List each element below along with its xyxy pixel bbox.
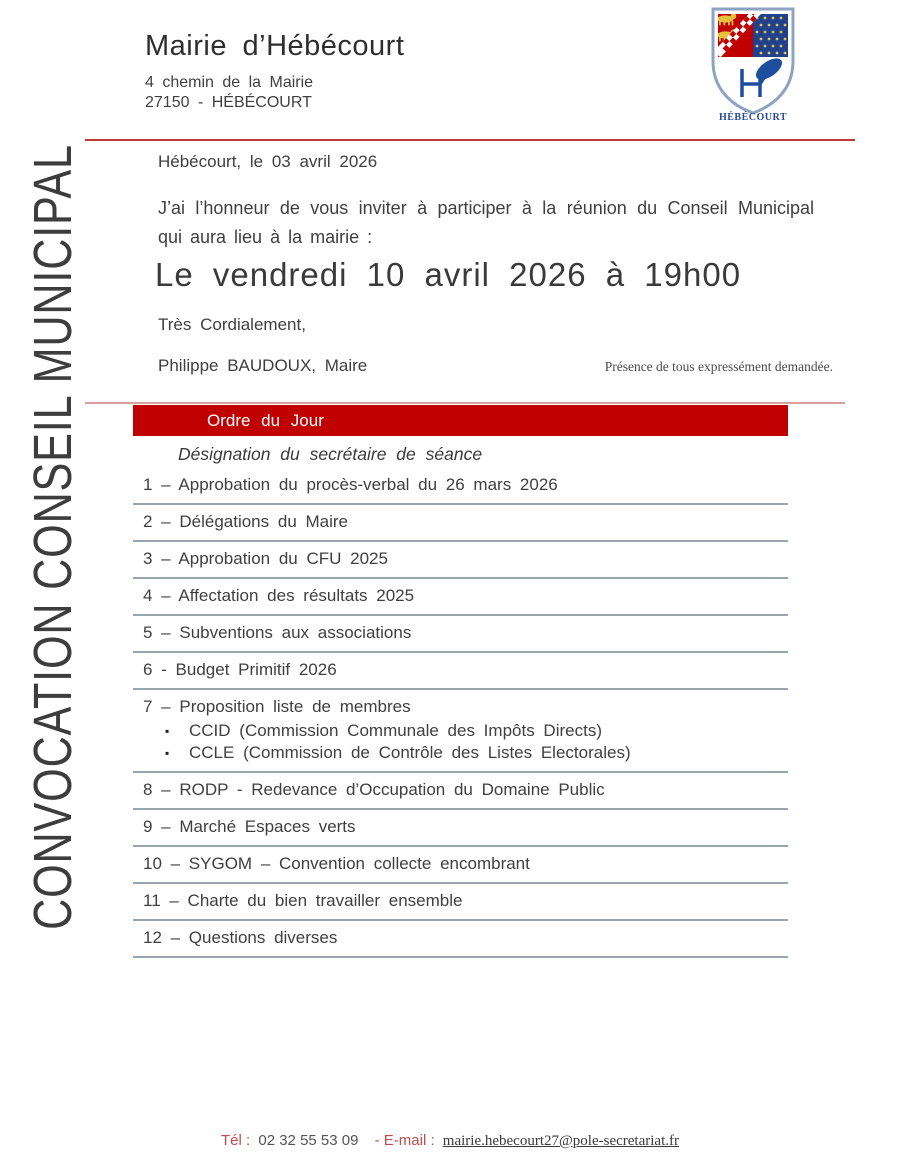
header-divider-rule [85,139,855,141]
agenda-item-label: 12 – Questions diverses [143,928,338,947]
agenda-item-label: 3 – Approbation du CFU 2025 [143,549,388,568]
agenda-item [133,616,788,653]
agenda-item-label: 8 – RODP - Redevance d’Occupation du Domaine Public [143,780,605,799]
agenda-item [133,884,788,921]
agenda-item [133,579,788,616]
agenda-item-label: 4 – Affectation des résultats 2025 [143,586,415,605]
agenda-item-label: 11 – Charte du bien travailler ensemble [143,891,463,910]
email-label: - E-mail : [374,1132,435,1149]
town-hall-address [145,73,404,113]
contact-footer [0,1132,900,1150]
agenda-subitem: ▪ CCID (Commission Communale des Impôts Directs) [165,720,788,742]
agenda-item-label: 2 – Délégations du Maire [143,512,349,531]
letter-intro [158,194,814,252]
hebecourt-coat-of-arms-icon [705,5,801,123]
agenda-item-label: 6 - Budget Primitif 2026 [143,660,337,679]
agenda-top-rule [85,402,845,404]
intro-line-2: qui aura lieu à la mairie : [158,227,373,247]
tel-number: 02 32 55 53 09 [258,1132,359,1149]
letter-date: Hébécourt, le 03 avril 2026 [158,152,378,171]
agenda-list [133,468,788,958]
closing-formula: Très Cordialement, [158,315,306,334]
meeting-datetime: Le vendredi 10 avril 2026 à 19h00 [155,256,742,293]
agenda-item-label: 1 – Approbation du procès-verbal du 26 mars 2026 [143,475,558,494]
agenda-item [133,690,788,773]
agenda-sublist [143,720,788,764]
agenda-item [133,773,788,810]
letterhead [145,30,404,113]
address-line-2: 27150 - HÉBÉCOURT [145,94,312,111]
agenda-item-label: 9 – Marché Espaces verts [143,817,356,836]
agenda-section [133,405,788,958]
agenda-item-label: 10 – SYGOM – Convention collecte encombrant [143,854,530,873]
email-link[interactable]: mairie.hebecourt27@pole-secretariat.fr [442,1133,679,1149]
agenda-item [133,810,788,847]
address-line-1: 4 chemin de la Mairie [145,74,314,91]
agenda-item [133,468,788,505]
agenda-item [133,505,788,542]
vertical-document-title: CONVOCATION CONSEIL MUNICIPAL [23,144,83,930]
secretary-designation: Désignation du secrétaire de séance [178,444,483,464]
mayor-signature: Philippe BAUDOUX, Maire [158,356,368,375]
agenda-item [133,542,788,579]
tel-label: Tél : [221,1132,251,1149]
agenda-item-label: 7 – Proposition liste de membres [143,697,411,716]
coat-of-arms-label: HÉBÉCOURT [718,112,788,123]
presence-note: Présence de tous expressément demandée. [604,359,833,374]
agenda-item [133,921,788,958]
town-hall-name: Mairie d’Hébécourt [145,30,405,62]
intro-line-1: J’ai l’honneur de vous inviter à participer à la réunion du Conseil Municipal [158,198,814,218]
agenda-banner: Ordre du Jour [133,405,788,436]
agenda-item [133,653,788,690]
agenda-item-label: 5 – Subventions aux associations [143,623,412,642]
agenda-subitem: ▪ CCLE (Commission de Contrôle des Listes Electorales) [165,742,788,764]
agenda-item [133,847,788,884]
